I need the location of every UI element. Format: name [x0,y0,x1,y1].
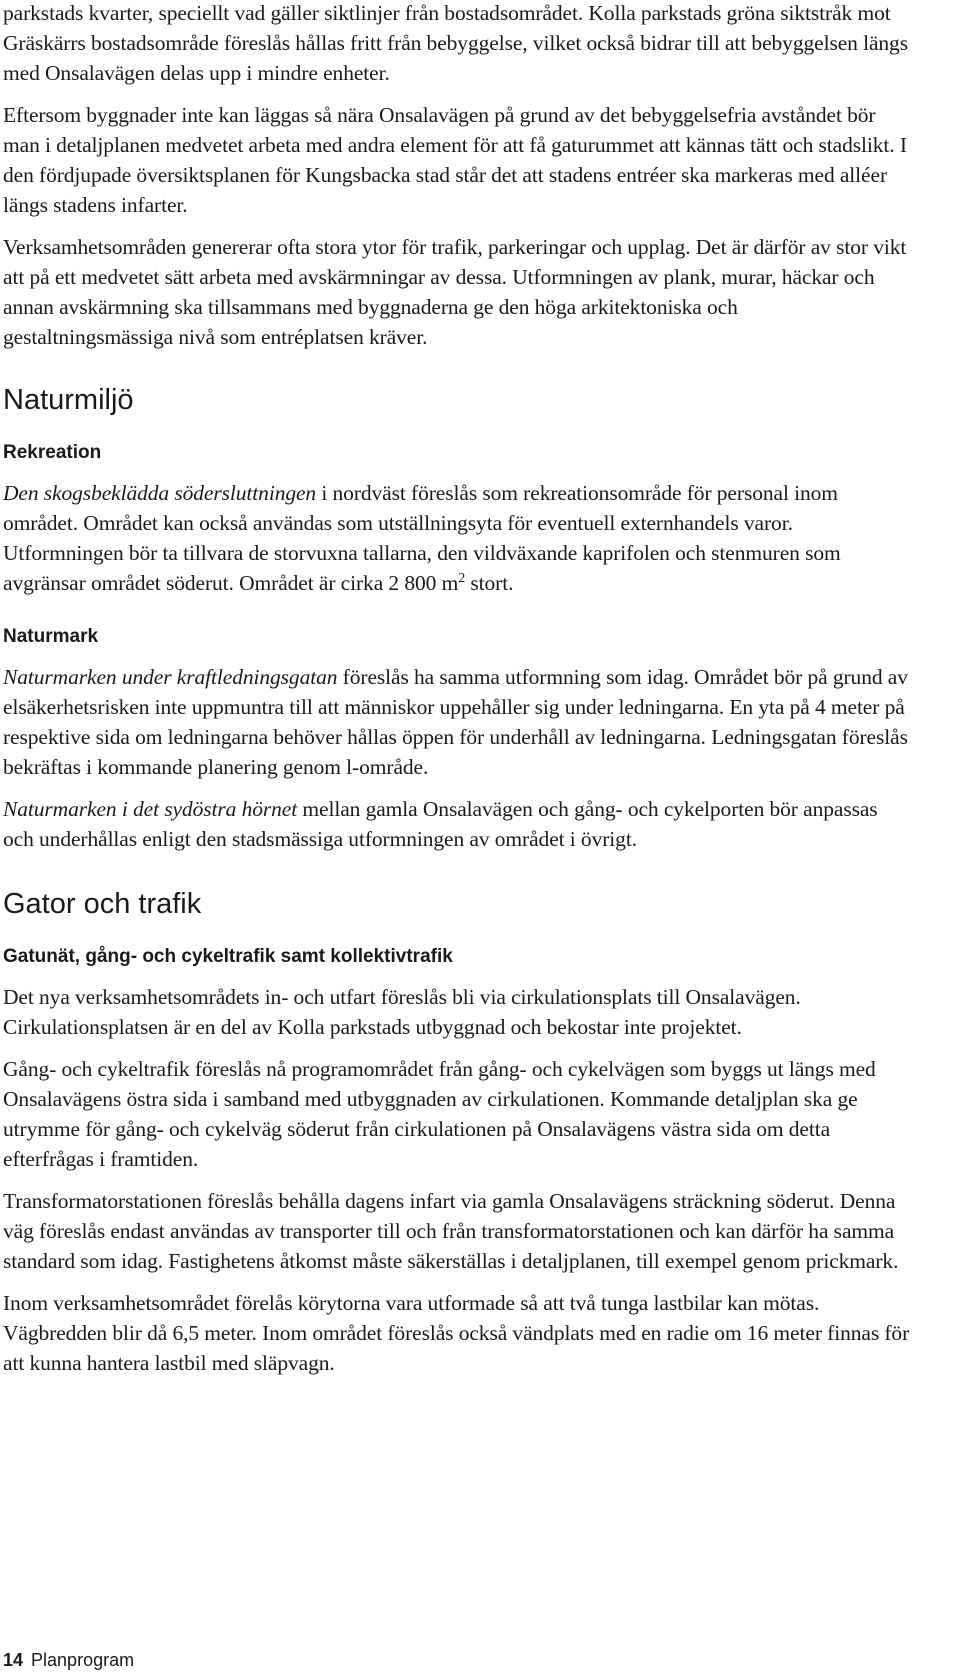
subheading-gatunat: Gatunät, gång- och cykeltrafik samt kollektivtrafik [3,946,453,967]
intro-paragraph-3: Verksamhetsområden genererar ofta stora ytor för trafik, parkeringar och upplag. Det är därför av stor vikt att på ett medvetet sätt arbeta med avskärmningar av dessa. Utformningen av plank, murar, häckar och annan avskärmning ska tillsammans med byggnaderna ge den höga arkitektoniska och gestaltningsmässiga nivå som entréplatsen kräver. [3,235,907,349]
gator-paragraph-3: Transformatorstationen föreslås behålla dagens infart via gamla Onsalavägens sträckning söderut. Denna väg föreslås endast användas av transporter till och från transformatorstationen och kan därför ha samma standard som idag. Fastighetens åtkomst måste säkerställas i detaljplanen, till exempel genom prickmark. [3,1189,899,1273]
naturmark-paragraph-1 [3,662,912,782]
page-footer [3,1648,134,1672]
rekreation-paragraph [3,478,912,598]
naturmark-emphasis-1: Naturmarken under kraftledningsgatan [3,665,338,689]
superscript-2: 2 [458,571,466,586]
intro-paragraph-2: Eftersom byggnader inte kan läggas så nära Onsalavägen på grund av det bebyggelsefria avståndet bör man i detaljplanen medvetet arbeta med andra element för att få gaturummet att kännas tätt och stadslikt. I den fördjupade översiktsplanen för Kungsbacka stad står det att stadens entréer ska markeras med alléer längs stadens infarter. [3,103,907,217]
section-heading-gator: Gator och trafik [3,888,202,920]
subheading-rekreation: Rekreation [3,442,102,463]
gator-paragraph-2: Gång- och cykeltrafik föreslås nå programområdet från gång- och cykelvägen som byggs ut längs med Onsalavägens östra sida i samband med utbyggnaden av cirkulationen. Kommande detaljplan ska ge utrymme för gång- och cykelväg söderut från cirkulationen på Onsalavägens västra sida om detta efterfrågas i framtiden. [3,1057,876,1171]
naturmark-text-1: föreslås ha samma utformning som idag. Området bör på grund av elsäkerhetsrisken inte uppmuntra till att människor uppehåller sig under ledningarna. En yta på 4 meter på respektive sida om ledningarna behöver hållas öppen för underhåll av ledningarna. Ledningsgatan föreslås bekräftas i kommande planering genom l-område. [3,665,908,779]
section-heading-naturmiljo: Naturmiljö [3,384,134,416]
rekreation-emphasis: Den skogsbeklädda södersluttningen [3,481,317,505]
page-number: 14 [3,1650,24,1670]
rekreation-text: i nordväst föreslås som rekreationsområde för personal inom området. Området kan också användas som utställningsyta för eventuell externhandels varor. Utformningen bör ta tillvara de storvuxna tallarna, den vildväxande kaprifolen och stenmuren som avgränsar området söderut. Området är cirka 2 800 m [3,481,841,595]
subheading-naturmark: Naturmark [3,626,99,647]
naturmark-text-2: mellan gamla Onsalavägen och gång- och cykelporten bör anpassas och underhållas enligt den stadsmässiga utformningen av området i övrigt. [3,797,878,851]
footer-label: Planprogram [31,1650,135,1670]
gator-paragraph-1: Det nya verksamhetsområdets in- och utfart föreslås bli via cirkulationsplats till Onsalavägen. Cirkulationsplatsen är en del av Kolla parkstads utbyggnad och bekostar inte projektet. [3,985,801,1039]
intro-paragraph-1: parkstads kvarter, speciellt vad gäller siktlinjer från bostadsområdet. Kolla parkstads gröna siktstråk mot Gräskärrs bostadsområde föreslås hållas fritt från bebyggelse, vilket också bidrar till att bebyggelsen längs med Onsalavägen delas upp i mindre enheter. [3,1,908,85]
gator-paragraph-4: Inom verksamhetsområdet förelås körytorna vara utformade så att två tunga lastbilar kan mötas. Vägbredden blir då 6,5 meter. Inom området föreslås också vändplats med en radie om 16 meter finnas för att kunna hantera lastbil med släpvagn. [3,1291,910,1375]
naturmark-emphasis-2: Naturmarken i det sydöstra hörnet [3,797,298,821]
rekreation-text-end: stort. [465,571,514,595]
naturmark-paragraph-2 [3,794,912,854]
